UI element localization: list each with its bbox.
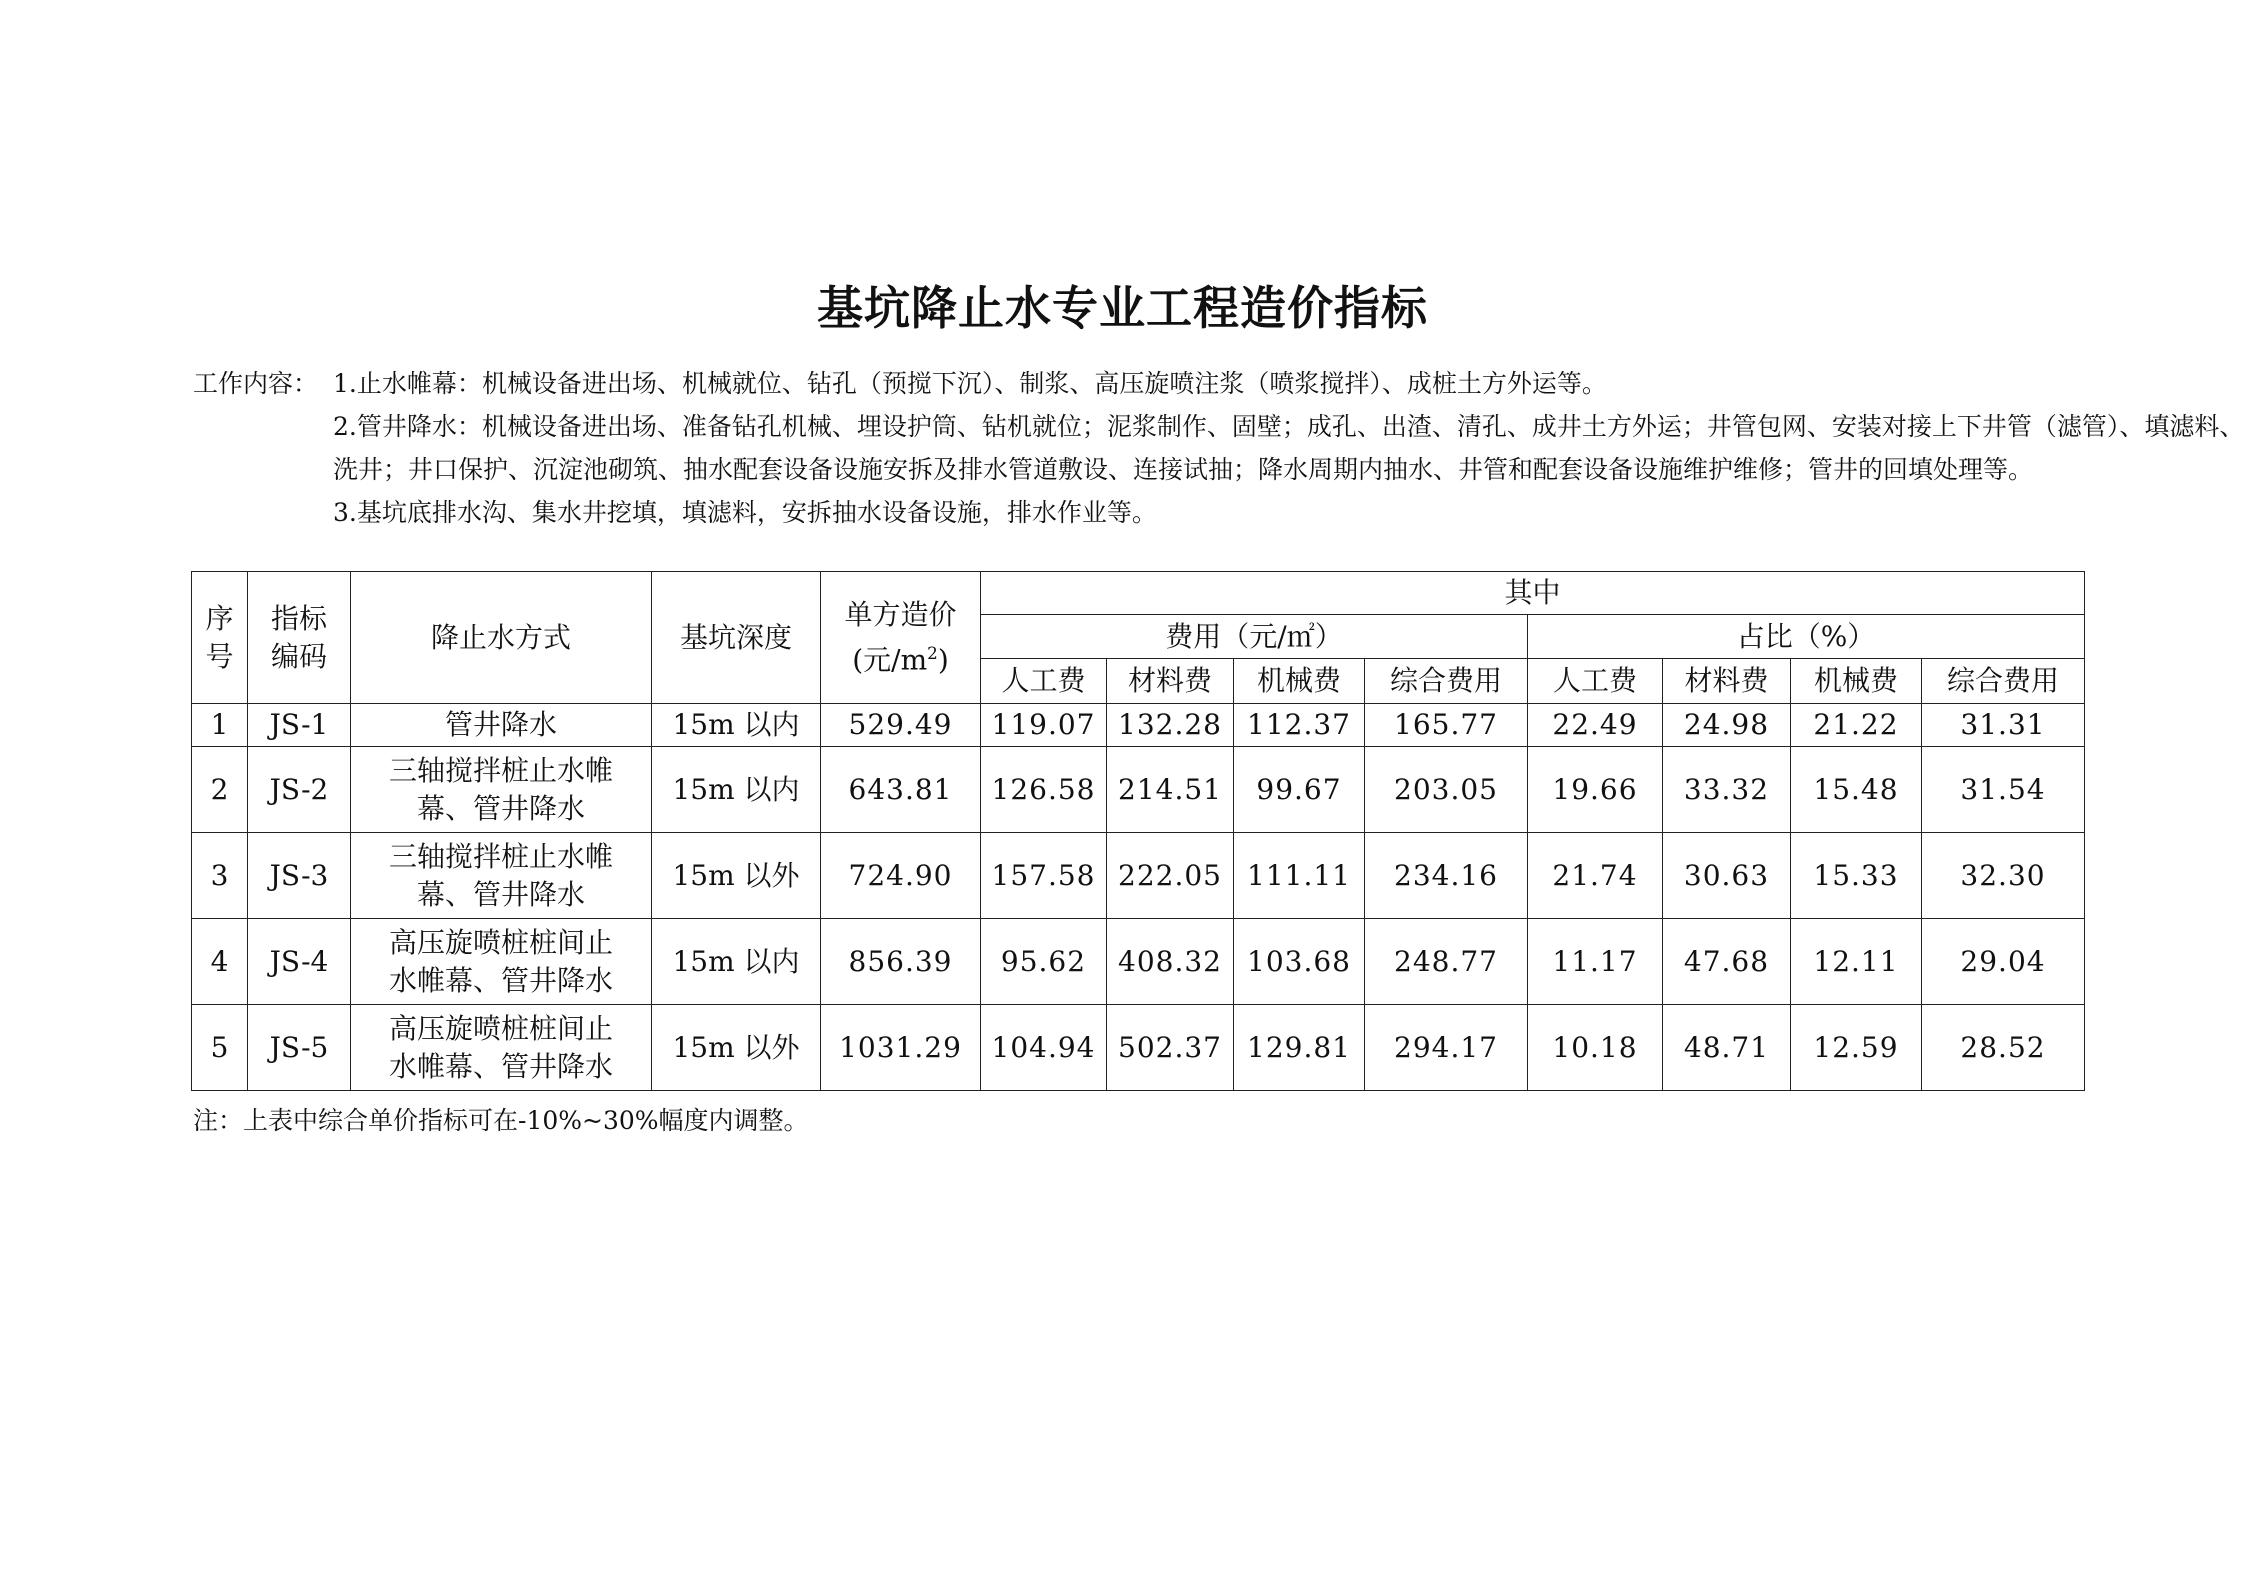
- cell-method: 三轴搅拌桩止水帷 幕、管井降水: [351, 833, 652, 919]
- cell-labor-pct: 11.17: [1528, 919, 1663, 1005]
- cell-material-pct: 30.63: [1663, 833, 1791, 919]
- cell-unit-price: 1031.29: [821, 1005, 981, 1091]
- header-machine: 机械费: [1234, 659, 1365, 704]
- header-overhead: 综合费用: [1365, 659, 1528, 704]
- cell-labor-pct: 10.18: [1528, 1005, 1663, 1091]
- cell-material-pct: 48.71: [1663, 1005, 1791, 1091]
- cell-depth: 15m 以内: [652, 919, 821, 1005]
- cell-code: JS-2: [248, 747, 351, 833]
- cell-labor: 157.58: [981, 833, 1107, 919]
- cell-material-pct: 47.68: [1663, 919, 1791, 1005]
- header-method: 降止水方式: [351, 572, 652, 704]
- table-note: 注：上表中综合单价指标可在-10%~30%幅度内调整。: [193, 1106, 809, 1135]
- cell-seq: 5: [192, 1005, 248, 1091]
- cell-overhead: 248.77: [1365, 919, 1528, 1005]
- work-content-item-3: 3.基坑底排水沟、集水井挖填，填滤料，安拆抽水设备设施，排水作业等。: [333, 498, 1157, 527]
- cell-method: 高压旋喷桩桩间止 水帷幕、管井降水: [351, 1005, 652, 1091]
- cell-depth: 15m 以外: [652, 833, 821, 919]
- cell-machine: 112.37: [1234, 704, 1365, 747]
- cell-labor-pct: 19.66: [1528, 747, 1663, 833]
- cell-overhead: 294.17: [1365, 1005, 1528, 1091]
- table-row: [192, 747, 2085, 833]
- cost-index-table: [191, 571, 2085, 1091]
- header-labor-pct: 人工费: [1528, 659, 1663, 704]
- cell-overhead: 234.16: [1365, 833, 1528, 919]
- cell-machine-pct: 21.22: [1791, 704, 1922, 747]
- header-machine-pct: 机械费: [1791, 659, 1922, 704]
- cell-overhead-pct: 29.04: [1922, 919, 2085, 1005]
- cell-machine-pct: 15.48: [1791, 747, 1922, 833]
- header-material: 材料费: [1107, 659, 1234, 704]
- document-title: 基坑降止水专业工程造价指标: [817, 281, 1428, 335]
- cell-seq: 2: [192, 747, 248, 833]
- cell-material: 214.51: [1107, 747, 1234, 833]
- cell-overhead-pct: 28.52: [1922, 1005, 2085, 1091]
- header-cost-group: 费用（元/㎡）: [981, 615, 1528, 659]
- work-content: [193, 362, 2245, 534]
- cell-material: 222.05: [1107, 833, 1234, 919]
- cell-machine: 99.67: [1234, 747, 1365, 833]
- table-row: [192, 1005, 2085, 1091]
- cell-depth: 15m 以内: [652, 704, 821, 747]
- work-content-label: 工作内容：: [193, 369, 319, 398]
- cell-material-pct: 24.98: [1663, 704, 1791, 747]
- cell-labor: 126.58: [981, 747, 1107, 833]
- cell-overhead-pct: 31.54: [1922, 747, 2085, 833]
- cell-machine: 103.68: [1234, 919, 1365, 1005]
- cell-machine: 111.11: [1234, 833, 1365, 919]
- cell-material: 502.37: [1107, 1005, 1234, 1091]
- table-row: [192, 919, 2085, 1005]
- cell-material: 408.32: [1107, 919, 1234, 1005]
- work-content-item-1: 1.止水帷幕：机械设备进出场、机械就位、钻孔（预搅下沉）、制浆、高压旋喷注浆（喷浆搅拌）、成桩土方外运等。: [333, 369, 1607, 398]
- cell-overhead-pct: 32.30: [1922, 833, 2085, 919]
- cell-seq: 1: [192, 704, 248, 747]
- cell-code: JS-4: [248, 919, 351, 1005]
- header-labor: 人工费: [981, 659, 1107, 704]
- cell-code: JS-5: [248, 1005, 351, 1091]
- cell-labor-pct: 21.74: [1528, 833, 1663, 919]
- header-seq: 序 号: [192, 572, 248, 704]
- cell-code: JS-1: [248, 704, 351, 747]
- table-row: [192, 833, 2085, 919]
- header-unit-price: 单方造价 (元$/m^2$): [821, 572, 981, 704]
- work-content-item-2: 2.管井降水：机械设备进出场、准备钻孔机械、埋设护筒、钻机就位；泥浆制作、固壁；成孔、出渣、清孔、成井土方外运；井管包网、安装对接上下井管（滤管）、填滤料、洗井；井口保护、沉淀池砌筑、抽水配套设备设施安拆及排水管道敷设、连接试抽；降水周期内抽水、井管和配套设备设施维护维修；管井的回填处理等。: [333, 412, 2245, 484]
- cell-labor: 119.07: [981, 704, 1107, 747]
- cell-machine-pct: 12.11: [1791, 919, 1922, 1005]
- header-depth: 基坑深度: [652, 572, 821, 704]
- cell-depth: 15m 以内: [652, 747, 821, 833]
- table-row: [192, 704, 2085, 747]
- cell-overhead: 165.77: [1365, 704, 1528, 747]
- cell-machine: 129.81: [1234, 1005, 1365, 1091]
- cell-seq: 3: [192, 833, 248, 919]
- cell-labor: 104.94: [981, 1005, 1107, 1091]
- header-of-which: 其中: [981, 572, 2085, 615]
- header-overhead-pct: 综合费用: [1922, 659, 2085, 704]
- cell-overhead-pct: 31.31: [1922, 704, 2085, 747]
- cell-material: 132.28: [1107, 704, 1234, 747]
- cell-material-pct: 33.32: [1663, 747, 1791, 833]
- cell-method: 高压旋喷桩桩间止 水帷幕、管井降水: [351, 919, 652, 1005]
- cell-machine-pct: 15.33: [1791, 833, 1922, 919]
- cell-unit-price: 643.81: [821, 747, 981, 833]
- cell-unit-price: 856.39: [821, 919, 981, 1005]
- cell-depth: 15m 以外: [652, 1005, 821, 1091]
- header-ratio-group: 占比（%）: [1528, 615, 2085, 659]
- cell-machine-pct: 12.59: [1791, 1005, 1922, 1091]
- cell-labor-pct: 22.49: [1528, 704, 1663, 747]
- cell-labor: 95.62: [981, 919, 1107, 1005]
- cell-method: 三轴搅拌桩止水帷 幕、管井降水: [351, 747, 652, 833]
- cell-method: 管井降水: [351, 704, 652, 747]
- cell-code: JS-3: [248, 833, 351, 919]
- header-code: 指标 编码: [248, 572, 351, 704]
- header-material-pct: 材料费: [1663, 659, 1791, 704]
- cell-unit-price: 529.49: [821, 704, 981, 747]
- cell-unit-price: 724.90: [821, 833, 981, 919]
- cell-overhead: 203.05: [1365, 747, 1528, 833]
- cell-seq: 4: [192, 919, 248, 1005]
